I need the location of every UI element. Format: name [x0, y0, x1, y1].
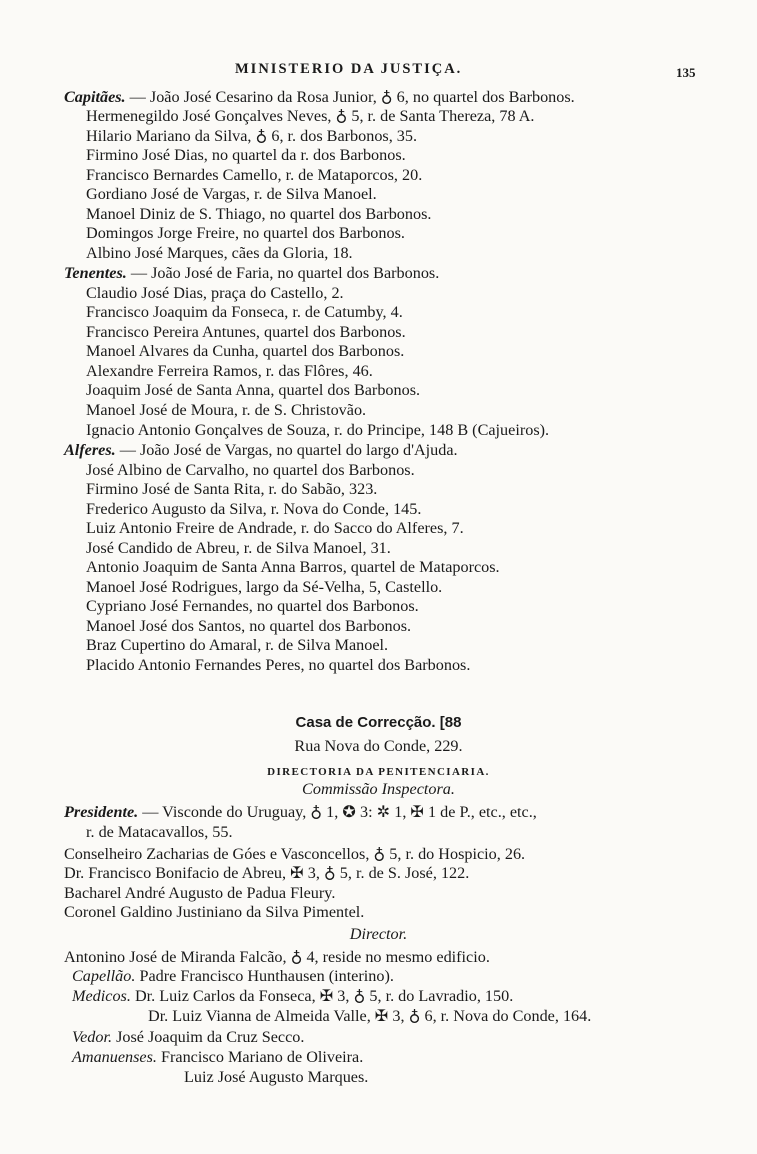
entry-line: Francisco Pereira Antunes, quartel dos Barbonos. — [86, 323, 406, 341]
entry-line: Manoel Alvares da Cunha, quartel dos Barbonos. — [86, 342, 405, 360]
entry-line: Bacharel André Augusto de Padua Fleury. — [64, 884, 336, 902]
entry-line: Gordiano José de Vargas, r. de Silva Manoel. — [86, 185, 377, 203]
entry-text: — Visconde do Uruguay, ♁ 1, ✪ 3: ✲ 1, ✠ 1 de P., etc., etc., — [142, 803, 537, 821]
entry-line: Ignacio Antonio Gonçalves de Souza, r. do Principe, 148 B (Cajueiros). — [86, 421, 550, 439]
entry-line: Joaquim José de Santa Anna, quartel dos Barbonos. — [86, 381, 421, 399]
address-line: Rua Nova do Conde, 229. — [294, 737, 463, 755]
entry-line: r. de Matacavallos, 55. — [86, 823, 233, 841]
role-label: Vedor. — [72, 1028, 113, 1046]
entry-line — [64, 264, 439, 284]
entry-line: Manoel José dos Santos, no quartel dos Barbonos. — [86, 617, 412, 635]
entry-line: Francisco Joaquim da Fonseca, r. de Catumby, 4. — [86, 303, 403, 321]
entry-line: Placido Antonio Fernandes Peres, no quartel dos Barbonos. — [86, 656, 471, 674]
entry-line — [64, 441, 458, 461]
page-header — [0, 60, 757, 80]
entry-line: Claudio José Dias, praça do Castello, 2. — [86, 284, 344, 302]
entry-line — [72, 987, 513, 1007]
section-label: Tenentes. — [64, 264, 127, 282]
entry-line: Manoel José Rodrigues, largo da Sé-Velha, 5, Castello. — [86, 578, 443, 596]
section-label: Capitães. — [64, 88, 126, 106]
page-number: 135 — [676, 65, 696, 80]
entry-text: Francisco Mariano de Oliveira. — [161, 1048, 364, 1066]
entry-line — [72, 967, 394, 987]
role-label: Medicos. — [72, 987, 131, 1005]
entry-line: Hilario Mariano da Silva, ♁ 6, r. dos Barbonos, 35. — [86, 127, 418, 145]
entry-line: Manoel Diniz de S. Thiago, no quartel dos Barbonos. — [86, 205, 432, 223]
entry-line — [72, 1028, 304, 1048]
entry-text: Padre Francisco Hunthausen (interino). — [139, 967, 394, 985]
entry-line — [72, 1048, 363, 1068]
entry-line: Albino José Marques, cães da Gloria, 18. — [86, 244, 353, 262]
entry-text: — João José Cesarino da Rosa Junior, ♁ 6, no quartel dos Barbonos. — [129, 88, 575, 106]
entry-line: Coronel Galdino Justiniano da Silva Pimentel. — [64, 903, 365, 921]
sub-heading: Director. — [349, 925, 408, 943]
entry-line: Firmino José de Santa Rita, r. do Sabão, 323. — [86, 480, 378, 498]
entry-line: Braz Cupertino do Amaral, r. de Silva Manoel. — [86, 636, 389, 654]
entry-line — [64, 803, 537, 823]
entry-text: — João José de Faria, no quartel dos Barbonos. — [130, 264, 440, 282]
entry-line: Firmino José Dias, no quartel da r. dos Barbonos. — [86, 146, 406, 164]
entry-line: Dr. Francisco Bonifacio de Abreu, ✠ 3, ♁ 5, r. de S. José, 122. — [64, 864, 470, 882]
entry-line: Conselheiro Zacharias de Góes e Vasconcellos, ♁ 5, r. do Hospicio, 26. — [64, 845, 526, 863]
sub-heading: Commissão Inspectora. — [302, 780, 455, 798]
entry-line: Francisco Bernardes Camello, r. de Mataporcos, 20. — [86, 166, 423, 184]
sub-heading: DIRECTORIA DA PENITENCIARIA. — [267, 766, 490, 778]
entry-line: Manoel José de Moura, r. de S. Christovão. — [86, 401, 367, 419]
entry-line: Luiz José Augusto Marques. — [184, 1068, 369, 1086]
role-label: Presidente. — [64, 803, 139, 821]
entry-line: Domingos Jorge Freire, no quartel dos Barbonos. — [86, 224, 405, 242]
entry-line: Antonio Joaquim de Santa Anna Barros, quartel de Mataporcos. — [86, 558, 500, 576]
entry-text: — João José de Vargas, no quartel do largo d'Ajuda. — [119, 441, 458, 459]
entry-line — [64, 88, 575, 108]
entry-line: Antonino José de Miranda Falcão, ♁ 4, reside no mesmo edificio. — [64, 948, 490, 966]
entry-line: José Albino de Carvalho, no quartel dos Barbonos. — [86, 461, 415, 479]
entry-line: Hermenegildo José Gonçalves Neves, ♁ 5, r. de Santa Thereza, 78 A. — [86, 107, 535, 125]
entry-text: Dr. Luiz Carlos da Fonseca, ✠ 3, ♁ 5, r. do Lavradio, 150. — [134, 987, 514, 1005]
running-title: MINISTERIO DA JUSTIÇA. — [235, 61, 463, 77]
entry-line: Luiz Antonio Freire de Andrade, r. do Sacco do Alferes, 7. — [86, 519, 464, 537]
entry-line: Cypriano José Fernandes, no quartel dos Barbonos. — [86, 597, 419, 615]
role-label: Capellão. — [72, 967, 136, 985]
entry-line: Frederico Augusto da Silva, r. Nova do Conde, 145. — [86, 500, 422, 518]
section-label: Alferes. — [64, 441, 116, 459]
role-label: Amanuenses. — [72, 1048, 157, 1066]
entry-text: José Joaquim da Cruz Secco. — [116, 1028, 305, 1046]
entry-line: Dr. Luiz Vianna de Almeida Valle, ✠ 3, ♁ 6, r. Nova do Conde, 164. — [148, 1007, 592, 1025]
section-heading: Casa de Correcção. [88 — [295, 714, 462, 731]
entry-line: José Candido de Abreu, r. de Silva Manoel, 31. — [86, 539, 391, 557]
entry-line: Alexandre Ferreira Ramos, r. das Flôres, 46. — [86, 362, 373, 380]
